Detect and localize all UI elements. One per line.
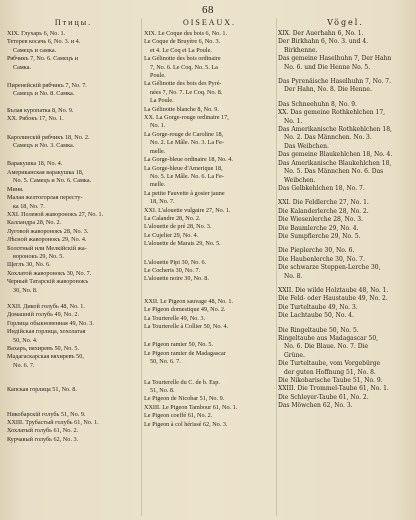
species-entry (144, 131, 275, 156)
species-entry (7, 386, 140, 394)
entry-line: XXI. L'alouette vulgaire 27, No. 1. (144, 206, 231, 214)
entry-line: No. 6. Die Blaue. No. 7. Die (284, 343, 369, 351)
species-entry (278, 208, 413, 216)
entry-line: Die Feld- oder Haustaube 49, No. 2. (278, 295, 388, 303)
entry-line: L'alouette Pipi 30, No. 6. (144, 258, 207, 266)
species-entry (144, 223, 275, 231)
species-entry (7, 30, 140, 38)
species-entry (144, 106, 275, 114)
entry-line: Poule. (150, 72, 166, 80)
entry-line: Ringeltaube aus Madagascar 50, (278, 335, 379, 342)
column-divider (276, 18, 277, 516)
species-entry (7, 236, 140, 244)
entry-line: 7, No. 6. Le Coq. No. 5. La (150, 63, 218, 71)
entry-line: 51, No. 8. (150, 387, 175, 395)
entry-line: Горлица обыкновенная 49, No. 3. (7, 319, 94, 327)
entry-line: Самка. (13, 63, 31, 71)
species-entry (7, 219, 140, 227)
entry-line: No. 8. (284, 272, 303, 280)
entry-line: No. 5. Le Mâle. No. 6. La Fe- (150, 172, 224, 180)
entry-line: Das gemeine Haselhuhn 7, Der Hahn (278, 55, 392, 63)
species-entry (7, 169, 140, 186)
species-entry (144, 240, 275, 248)
entry-line: 50, No. 4. (13, 336, 38, 344)
species-entry (278, 264, 413, 281)
species-entry (144, 165, 275, 190)
species-entry (144, 298, 275, 306)
species-entry (7, 261, 140, 269)
species-entry (278, 394, 413, 402)
entry-line: Die Lachtaube 50, No. 4. (278, 312, 354, 320)
column-heading-russian: Птицы. (54, 18, 93, 27)
entry-line: Бълая куропатка 8, No. 9. (7, 106, 74, 114)
entry-line: No. 6. und Die Henne No. 5. (284, 63, 371, 71)
species-entry (278, 151, 413, 159)
species-entry (278, 109, 413, 126)
species-entry (7, 82, 140, 99)
entry-line: La Gorge-bleue ordinaire 18, No. 4. (144, 156, 233, 164)
entry-line: Рябчикъ 7, No. 6. Самецъ и (7, 55, 79, 63)
entry-line: Каролинскій рябчикъ 18, No. 2. (7, 133, 90, 141)
species-entry (7, 160, 140, 168)
species-entry (7, 211, 140, 219)
species-entry (278, 216, 413, 224)
species-entry (7, 186, 140, 194)
species-entry (144, 259, 275, 267)
entry-line: Der Birkhahn 6, No. 3. und 4. (278, 38, 369, 46)
entry-line: L'alouette de Marais 29, No. 5. (144, 240, 221, 248)
entry-line: Калландра 28, No. 2. (7, 219, 62, 227)
species-entry (144, 38, 275, 55)
entry-line: Die Haubenlerche 30, No. 7. (278, 255, 365, 263)
entry-line: No. 1. (150, 122, 166, 130)
entry-line: ка 18, No. 7. (13, 202, 45, 210)
entry-line: Le Pigeon ramier de Madagascar (144, 349, 226, 357)
entry-line: Домашній голубь 49, No. 2. (7, 311, 80, 319)
entry-line: La Gélinotte des bois des Pyré- (144, 80, 222, 88)
species-entry (278, 335, 413, 360)
entry-line: La Calandre 28, No. 2. (144, 214, 201, 222)
species-entry (7, 311, 140, 319)
entry-line: XX. La Gorge-rouge ordinaire 17, (144, 114, 229, 122)
species-entry (144, 207, 275, 215)
entry-line: Das Amerikanische Rothkehlchen 18, (278, 126, 392, 134)
species-entry (278, 55, 413, 72)
species-entry (278, 233, 413, 241)
species-entry (144, 350, 275, 367)
entry-line: Хохлатой жаворонокъ 30, No. 7. (7, 269, 92, 277)
species-entry (278, 38, 413, 55)
species-entry (144, 379, 275, 396)
entry-line: Das Gelbkehlchen 18, No. 7. (278, 184, 365, 192)
entry-line: Миня. (7, 185, 24, 193)
entry-line: XXIII. Die Trommel-Taube 61, No. 1. (278, 385, 389, 393)
species-entry (7, 134, 140, 151)
entry-line: Le Pigeon ramier 50, No. 5. (144, 341, 214, 349)
species-entry (7, 228, 140, 236)
species-entry (7, 278, 140, 295)
entry-line: XXI. Полевой жаворонокъ 27, No. 1. (7, 210, 104, 218)
entry-line: nées 7, No. 7. Le Coq. No. 8. (150, 88, 223, 96)
entry-line: L'alouette de pré 28, No. 3. (144, 223, 212, 231)
entry-line: Индійская горлица, хохолатая (7, 328, 86, 336)
entry-line: Курчавый голубь 62, No. 3. (7, 435, 79, 443)
entry-line: XIX. Le Coque des bois 6, No. 1. (144, 30, 228, 37)
entry-line: Die Sumpflerche 29, No. 5. (278, 232, 361, 240)
entry-line: Мадагаскарская вяхиревъ 50, (7, 353, 84, 361)
entry-line: Die Wiesenlerche 28, No. 3. (278, 216, 363, 224)
entry-line: Das Schneehuhn 8, No. 9. (278, 100, 357, 108)
entry-line: No. 1. (284, 117, 303, 125)
entry-line: Grüne. (284, 351, 305, 359)
column-german (278, 18, 413, 518)
species-entry (278, 30, 413, 38)
entry-line: Черный Татарскій жаворонокъ (7, 278, 89, 286)
entry-line: Die Baumlerche 29, No. 4. (278, 224, 359, 232)
species-entry (7, 55, 140, 72)
species-entry (7, 436, 140, 444)
entry-line: La Tourterelle du C. de b. Esp. (144, 378, 220, 386)
entry-line: Die Kalanderlerche 28, No. 2. (278, 207, 369, 215)
species-entry (144, 190, 275, 207)
entry-line: La Gélinotte blanche 8, No. 9. (144, 105, 219, 113)
page-number: 68 (202, 4, 214, 16)
entry-line: La Poule. (150, 97, 174, 105)
entry-line: воронокъ 29, No. 5. (13, 252, 64, 260)
entry-line: L'alouette noire 30, No. 8. (144, 275, 209, 283)
entry-line: La Tourterelle à Collier 50, No. 4. (144, 323, 229, 330)
entry-line: Le Cocheris 30, No. 7. (144, 266, 201, 274)
species-entry (144, 315, 275, 323)
entry-line: XIX. Глухарь 6, No. 1. (7, 30, 66, 37)
entry-line: melle. (150, 147, 166, 155)
entry-line: La Gélinotte des bois ordinaire (144, 55, 221, 63)
species-entry (144, 156, 275, 164)
entry-line: 30, No. 8. (13, 286, 38, 294)
entry-line: Das Pyrenäische Haselhuhn 7, No. 7. (278, 78, 391, 86)
entry-line: et 4. Le Coq et La Poule. (150, 46, 212, 54)
species-entry (278, 377, 413, 385)
species-entry (278, 312, 413, 320)
species-entry (7, 427, 140, 435)
species-entry (144, 306, 275, 314)
entry-line: Birkhenne. (284, 46, 318, 54)
species-entry (7, 320, 140, 328)
species-entry (144, 323, 275, 331)
entry-line: Das Amerikanische Blaukehlchen 18, (278, 159, 392, 167)
entry-line: La Gorge-rouge de Caroline 18, (144, 130, 224, 138)
entry-line: Die Nikobarische Taube 51, No. 9. (278, 377, 383, 385)
species-entry (7, 245, 140, 262)
species-entry (278, 402, 413, 410)
entry-line: XXII. Le Pigeon sauvage 48, No. 1. (144, 297, 234, 305)
species-entry (278, 101, 413, 109)
entry-line: No. 5. Das Männchen No. 6. Das (284, 168, 384, 176)
species-entry (7, 419, 140, 427)
entry-line: Der Hahn, No. 8. Die Henne. (284, 86, 372, 94)
species-entry (278, 199, 413, 207)
entry-line: melle. (150, 181, 166, 189)
species-entry (144, 30, 275, 38)
entry-line: No. 6. 7. (13, 361, 35, 369)
species-entry (278, 78, 413, 95)
species-entry (7, 194, 140, 211)
entry-line: Капская горлица 51, No. 8. (7, 386, 77, 394)
species-entry (278, 385, 413, 393)
species-entry (7, 345, 140, 353)
species-entry (7, 353, 140, 370)
entry-line: La Gorge-bleue d'Amerique 18, (144, 164, 223, 172)
column-russian (7, 18, 140, 518)
entry-line: No. 2. Le Mâle. No. 3. La Fe- (150, 139, 224, 147)
entry-line: Самецъ и No. 3. Самка. (13, 142, 75, 150)
species-entry (144, 232, 275, 240)
species-entry (144, 267, 275, 275)
entry-line: XXIII. Трубастый голубь 61, No. 1. (7, 419, 99, 427)
species-entry (144, 215, 275, 223)
species-entry (7, 411, 140, 419)
entry-list-russian (7, 30, 140, 444)
species-entry (144, 80, 275, 105)
entry-line: 18, No. 7. (150, 198, 175, 206)
entry-line: Тетерев косачь 6, No. 3. и 4. (7, 38, 81, 46)
entry-line: XX. Рябокъ 17, No. 1. (7, 115, 64, 123)
entry-line: Die Pieplerche 30, No. 6. (278, 247, 355, 255)
entry-line: Die schwarze Steppen-Lerche 30, (278, 264, 381, 272)
entry-line: Le Pigeon domestique 49, No. 2. (144, 306, 226, 314)
entry-line: Le Pigeon à col hérissé 62, No. 3. (144, 420, 228, 428)
species-entry (7, 115, 140, 123)
species-entry (144, 404, 275, 412)
species-entry (7, 303, 140, 311)
column-heading-german: Vögel. (327, 18, 364, 27)
species-entry (144, 55, 275, 80)
entry-list-french (144, 30, 275, 429)
species-entry (278, 304, 413, 312)
species-entry (144, 395, 275, 403)
species-entry (7, 107, 140, 115)
entry-line: No. 5. Самецъ и No. 6. Самка. (13, 177, 92, 185)
species-entry (278, 360, 413, 377)
column-french (144, 18, 275, 518)
species-entry (144, 421, 275, 429)
entry-line: XIX. Der Auerhahn 6, No. 1. (278, 30, 364, 37)
entry-line: La Tourterelle 49, No. 3. (144, 314, 206, 322)
entry-line: Le Cujelier 29, No. 4. (144, 231, 199, 239)
species-entry (278, 225, 413, 233)
species-entry (7, 328, 140, 345)
entry-line: der guten Hoffnung 51, No. 8. (284, 368, 376, 376)
entry-line: Weibchen. (284, 176, 316, 184)
species-entry (278, 160, 413, 185)
species-entry (144, 114, 275, 131)
entry-line: Малая желтогорлая пересту- (7, 194, 83, 202)
entry-line: XXIII. Le Pigeon Tambour 61, No. 1. (144, 403, 238, 411)
species-entry (278, 287, 413, 295)
entry-line: Хохлатый голубь 61, No. 2. (7, 427, 79, 435)
entry-line: Никобарскій голубь 51, No. 9. (7, 410, 86, 418)
entry-line: La petite Fauvette à gosier jaune (144, 189, 225, 197)
entry-line: No. 2. Das Männchen. No. 3. (284, 134, 372, 142)
species-entry (278, 126, 413, 151)
species-entry (278, 327, 413, 335)
species-entry (278, 256, 413, 264)
entry-line: Le Pigeon de Nicobar 51, No. 9. (144, 395, 225, 403)
entry-line: Варакушка 18, No. 4. (7, 160, 63, 168)
entry-line: Вахаръ, вяхиревъ 50, No. 5. (7, 345, 80, 352)
entry-line: Луговой жаворонокъ 28, No. 3. (7, 227, 89, 235)
entry-line: Le Pigeon coeffé 61, No. 2. (144, 412, 213, 420)
species-entry (7, 38, 140, 55)
entry-line: Die Ringeltaube 50, No. 5. (278, 326, 359, 334)
entry-line: Щеглъ 30, No. 6. (7, 261, 51, 269)
entry-line: XXI. Die Feldlerche 27, No. 1. (278, 199, 369, 207)
entry-list-german (278, 30, 413, 411)
entry-line: Самецъ и самка. (13, 46, 57, 54)
entry-line: Die Schleyer-Taube 61, No. 2. (278, 393, 369, 401)
species-entry (278, 247, 413, 255)
entry-line: Болотный или Мелкійскій жа- (7, 244, 87, 252)
species-entry (278, 295, 413, 303)
species-entry (144, 275, 275, 283)
entry-line: Das Möwchen 62, No. 3. (278, 402, 353, 410)
entry-line: Le Coque de Bruyère 6, No. 3. (144, 38, 221, 46)
entry-line: Пиренейскій рябчикъ 7, No. 7. (7, 82, 87, 90)
column-divider (141, 18, 142, 516)
entry-line: Die Turteltaube 49, No. 3. (278, 303, 358, 311)
entry-line: XXII. Дикой голубь 48, No. 1. (7, 302, 85, 310)
species-entry (278, 185, 413, 193)
entry-line: Die Turteltaube, vom Vorgebürge (278, 360, 381, 368)
species-entry (144, 341, 275, 349)
entry-line: Лѣсной жаворонокъ 29, No. 4. (7, 236, 87, 244)
entry-line: Американская варакушка 18, (7, 168, 84, 176)
entry-line: XX. Das gemeine Rothkehlchen 17, (278, 109, 386, 117)
entry-line: Das Weibchen. (284, 142, 329, 150)
species-entry (7, 270, 140, 278)
entry-line: XXII. Die wilde Holztaube 48, No. 1. (278, 286, 389, 294)
entry-line: Самецъ и No. 8. Самка. (13, 90, 75, 98)
species-entry (144, 412, 275, 420)
column-heading-french: OISEAUX. (182, 18, 237, 27)
entry-line: 50, No. 6. 7. (150, 358, 181, 366)
entry-line: Das gemeine Blaukehlchen 18, No. 4. (278, 151, 393, 159)
